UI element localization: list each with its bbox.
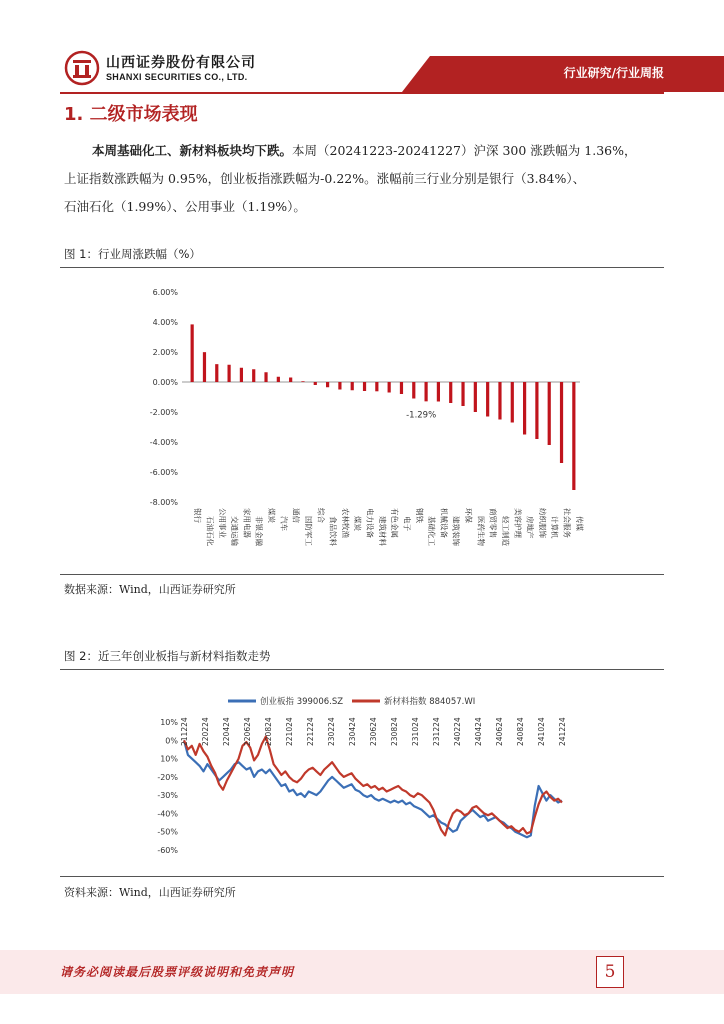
x-tick-label: 230224 <box>327 717 336 746</box>
bar-29 <box>548 382 551 445</box>
y-tick-label: -20% <box>157 772 178 782</box>
bar-6 <box>264 372 267 382</box>
x-tick-label: 国防军工 <box>303 516 313 546</box>
y-tick-label: -2.00% <box>149 408 178 417</box>
page-header <box>0 0 724 96</box>
data-label-annotation: -1.29% <box>406 410 437 421</box>
x-tick-label: 电子 <box>402 516 412 531</box>
header-divider <box>60 92 664 94</box>
figure2-top-rule <box>60 669 664 670</box>
legend-label-series-2: 新材料指数 884057.WI <box>384 697 476 707</box>
bar-28 <box>535 382 538 439</box>
disclaimer-notice: 请务必阅读最后股票评级说明和免责声明 <box>60 965 295 979</box>
x-tick-label: 221224 <box>306 717 315 746</box>
x-tick-label: 医药生物 <box>476 516 486 546</box>
bar-9 <box>301 381 304 382</box>
x-tick-label: 220824 <box>264 717 273 746</box>
x-tick-label: 家用电器 <box>242 508 252 538</box>
bar-14 <box>363 382 366 391</box>
x-tick-label: 220224 <box>201 717 210 746</box>
y-tick-label: 10% <box>160 718 178 727</box>
y-tick-label: 4.00% <box>152 318 178 327</box>
x-tick-label: 汽车 <box>279 516 289 531</box>
bar-23 <box>474 382 477 412</box>
y-tick-label: -40% <box>157 809 178 819</box>
bar-12 <box>338 382 341 390</box>
bar-7 <box>277 377 280 382</box>
x-tick-label: 220424 <box>222 717 231 746</box>
x-tick-label: 石油石化 <box>205 516 215 546</box>
figure2-bottom-rule <box>60 876 664 877</box>
page-footer <box>0 950 724 994</box>
company-logo-icon <box>64 50 100 86</box>
paragraph-line-2: 上证指数涨跌幅为 0.95%，创业板指涨跌幅为-0.22%。涨幅前三行业分别是银行（3.84%）、 <box>64 171 586 186</box>
x-tick-label: 基础化工 <box>427 516 437 546</box>
x-tick-label: 230824 <box>390 717 399 746</box>
y-tick-label: -60% <box>157 846 178 855</box>
y-tick-label: 6.00% <box>152 288 178 297</box>
bar-19 <box>424 382 427 401</box>
x-tick-label: 电力设备 <box>365 508 375 538</box>
bar-3 <box>227 365 230 382</box>
x-tick-label: 环保 <box>464 508 474 523</box>
bar-8 <box>289 378 292 383</box>
bar-13 <box>351 382 354 390</box>
y-tick-label: -50% <box>157 827 178 837</box>
x-tick-label: 美容护理 <box>513 508 523 538</box>
x-tick-label: 230624 <box>369 717 378 746</box>
figure2-caption: 图 2：近三年创业板指与新材料指数走势 <box>64 649 271 663</box>
y-tick-label: -8.00% <box>149 498 178 507</box>
bar-2 <box>215 364 218 382</box>
figure1-source: 数据来源：Wind，山西证券研究所 <box>64 583 236 596</box>
x-tick-label: 商贸零售 <box>488 508 498 538</box>
y-tick-label: -30% <box>157 791 178 801</box>
x-tick-label: 建筑材料 <box>377 516 387 546</box>
x-tick-label: 221024 <box>285 717 294 746</box>
bar-18 <box>412 382 415 399</box>
x-tick-label: 非银金融 <box>254 516 264 546</box>
x-tick-label: 钢铁 <box>414 508 424 523</box>
paragraph-lead: 本周基础化工、新材料板块均下跌。 <box>92 143 293 158</box>
x-tick-label: 房地产 <box>525 516 535 539</box>
bar-10 <box>314 382 317 385</box>
x-tick-label: 240824 <box>516 717 525 746</box>
company-name-cn: 山西证券股份有限公司 <box>106 55 256 71</box>
bar-4 <box>240 368 243 382</box>
bar-21 <box>449 382 452 403</box>
x-tick-label: 计算机 <box>550 516 560 539</box>
y-tick-label: -4.00% <box>149 438 178 447</box>
bar-11 <box>326 382 329 387</box>
bar-27 <box>523 382 526 435</box>
x-tick-label: 211224 <box>180 717 189 746</box>
bar-17 <box>400 382 403 394</box>
bar-5 <box>252 369 255 382</box>
x-tick-label: 交通运输 <box>230 516 240 546</box>
company-name-en: SHANXI SECURITIES CO., LTD. <box>106 72 248 82</box>
x-tick-label: 220624 <box>243 717 252 746</box>
paragraph-line1-text: 本周（20241223-20241227）沪深 300 涨跌幅为 1.36%， <box>292 143 637 158</box>
page-number: 5 <box>596 956 624 988</box>
y-tick-label: 0% <box>165 736 178 746</box>
bar-22 <box>461 382 464 406</box>
x-tick-label: 传媒 <box>574 516 584 531</box>
x-tick-label: 煤炭 <box>353 516 363 531</box>
bar-20 <box>437 382 440 402</box>
x-tick-label: 230424 <box>348 717 357 746</box>
bar-26 <box>511 382 514 423</box>
bar-24 <box>486 382 489 417</box>
series-line-2 <box>184 737 562 836</box>
bar-25 <box>498 382 501 420</box>
x-tick-label: 241224 <box>558 717 567 746</box>
paragraph-line-3: 石油石化（1.99%）、公用事业（1.19%）。 <box>64 199 306 214</box>
x-tick-label: 231024 <box>411 717 420 746</box>
x-tick-label: 轻工制造 <box>500 516 510 546</box>
x-tick-label: 240424 <box>474 717 483 746</box>
x-tick-label: 综合 <box>316 508 326 523</box>
figure2-source: 资料来源：Wind，山西证券研究所 <box>64 886 236 899</box>
x-tick-label: 240624 <box>495 717 504 746</box>
bar-0 <box>191 324 194 382</box>
y-tick-label: 2.00% <box>152 348 178 357</box>
figure1-caption: 图 1：行业周涨跌幅（%） <box>64 247 201 261</box>
y-tick-label: -6.00% <box>149 468 178 477</box>
x-tick-label: 银行 <box>193 508 203 523</box>
y-tick-label: 10% <box>160 754 178 764</box>
bar-30 <box>560 382 563 463</box>
y-tick-label: 0.00% <box>152 378 178 387</box>
x-tick-label: 食品饮料 <box>328 516 338 546</box>
report-category: 行业研究/行业周报 <box>563 66 664 80</box>
x-tick-label: 有色金属 <box>390 508 400 538</box>
bar-31 <box>572 382 575 490</box>
gem-vs-new-materials-chart <box>60 674 664 874</box>
x-tick-label: 建筑装饰 <box>451 516 461 546</box>
x-tick-label: 231224 <box>432 717 441 746</box>
x-tick-label: 240224 <box>453 717 462 746</box>
paragraph-line-1 <box>64 137 664 165</box>
bar-15 <box>375 382 378 391</box>
x-tick-label: 煤炭 <box>267 508 277 523</box>
industry-weekly-change-chart <box>60 272 664 572</box>
x-tick-label: 通信 <box>291 508 301 523</box>
section-title: 1. 二级市场表现 <box>64 104 198 125</box>
x-tick-label: 纺织服饰 <box>537 508 547 538</box>
x-tick-label: 机械设备 <box>439 508 449 538</box>
x-tick-label: 241024 <box>537 717 546 746</box>
figure1-bottom-rule <box>60 574 664 575</box>
x-tick-label: 公用事业 <box>217 508 227 538</box>
bar-1 <box>203 352 206 382</box>
bar-16 <box>388 382 391 393</box>
x-tick-label: 社会服务 <box>562 508 572 538</box>
legend-label-series-1: 创业板指 399006.SZ <box>260 697 344 707</box>
figure1-top-rule <box>60 267 664 268</box>
x-tick-label: 农林牧渔 <box>340 508 350 538</box>
